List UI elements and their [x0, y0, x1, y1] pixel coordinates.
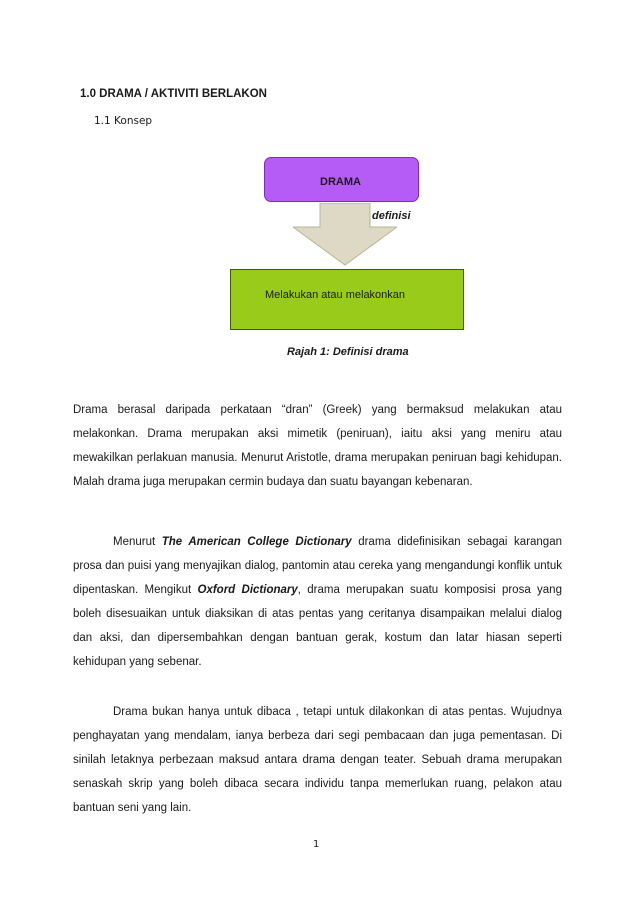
paragraph-text: Menurut	[113, 536, 162, 548]
arrow-label: definisi	[372, 210, 411, 222]
drama-box-label: DRAMA	[320, 176, 361, 188]
paragraph-text: drama didefinisikan sebagai karangan prosa dan puisi yang menyajikan dialog, pantomin atau cereka yang mengandungi konflik untuk dipentaskan. Mengikut	[73, 536, 562, 596]
paragraph-origin: Drama berasal daripada perkataan “dran” (Greek) yang bermaksud melakukan atau melakonkan. Drama merupakan aksi mimetik (peniruan), iaitu aksi yang meniru atau mewakilkan perlakuan manusia. Menurut Aristotle, drama merupakan peniruan bagi kehidupan. Malah drama juga merupakan cermin budaya dan suatu bayangan kebenaran.	[73, 404, 562, 488]
page-number: 1	[313, 839, 320, 850]
dictionary-title: The American College Dictionary	[161, 536, 352, 548]
subsection-heading: 1.1 Konsep	[94, 115, 153, 127]
section-heading: 1.0 DRAMA / AKTIVITI BERLAKON	[80, 88, 267, 100]
paragraph-drama-vs-theatre: Drama bukan hanya untuk dibaca , tetapi untuk dilakonkan di atas pentas. Wujudnya penghayatan yang mendalam, ianya berbeza dari segi pembacaan dan juga pementasan. Di sinilah letaknya perbezaan maksud antara drama dengan teater. Sebuah drama merupakan senaskah skrip yang boleh dibaca secara individu tanpa memerlukan ruang, pelakon atau bantuan seni yang lain.	[73, 706, 562, 814]
dictionary-title: Oxford Dictionary	[197, 584, 298, 596]
definition-box-label: Melakukan atau melakonkan	[265, 289, 406, 301]
paragraph-text: , drama merupakan suatu komposisi prosa yang boleh disesuaikan untuk diaksikan di atas pentas yang ceritanya disampaikan melalui dialog dan aksi, dan dipersembahkan dengan bantuan gerak, kostum dan latar hiasan seperti kehidupan yang sebenar.	[73, 584, 562, 668]
paragraph-definitions	[73, 530, 562, 674]
figure-caption: Rajah 1: Definisi drama	[287, 346, 409, 358]
